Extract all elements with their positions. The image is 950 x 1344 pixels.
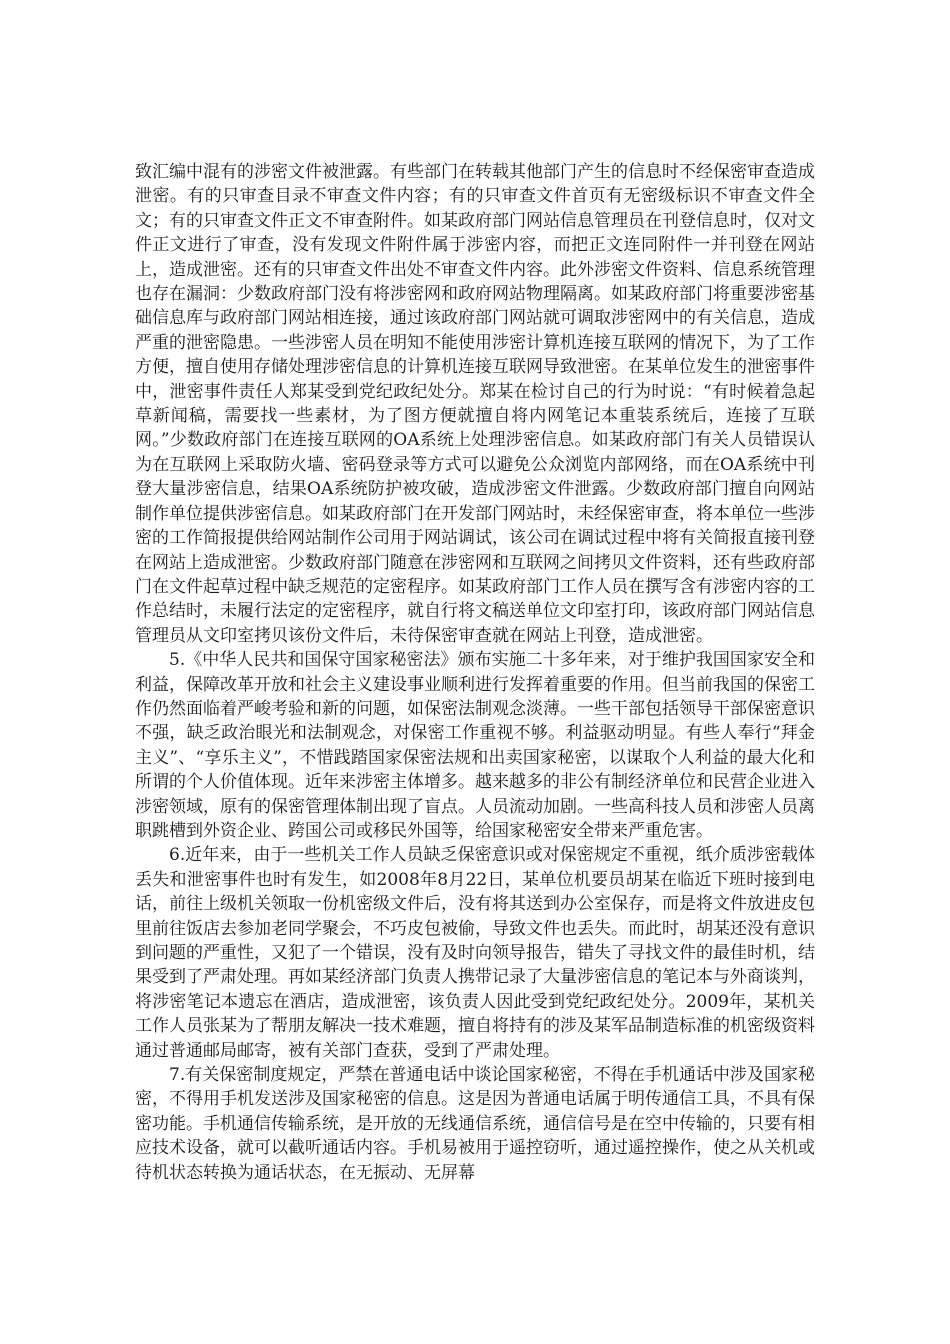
paragraph-item-6: 6.近年来，由于一些机关工作人员缺乏保密意识或对保密规定不重视，纸介质涉密载体丢失和泄密事件也时有发生，如2008年8月22日，某单位机要员胡某在临近下班时接到电话，前往上级机关领取一份机密级文件后，没有将其送到办公室保存，而是将文件放进皮包里前往饭店去参加老同学聚会，不巧皮包被偷，导致文件也丢失。而此时，胡某还没有意识到问题的严重性，又犯了一个错误，没有及时向领导报告，错失了寻找文件的最佳时机，结果受到了严肃处理。再如某经济部门负责人携带记录了大量涉密信息的笔记本与外商谈判，将涉密笔记本遗忘在酒店，造成泄密，该负责人因此受到党纪政纪处分。2009年，某机关工作人员张某为了帮朋友解决一技术难题，擅自将持有的涉及某军品制造标准的机密级资料通过普通邮局邮寄，被有关部门查获，受到了严肃处理。 — [135, 845, 815, 1061]
paragraph-continuation: 致汇编中混有的涉密文件被泄露。有些部门在转载其他部门产生的信息时不经保密审查造成泄密。有的只审查目录不审查文件内容；有的只审查文件首页有无密级标识不审查文件全文；有的只审查文件正文不审查附件。如某政府部门网站信息管理员在刊登信息时，仅对文件正文进行了审查，没有发现文件附件属于涉密内容，而把正文连同附件一并刊登在网站上，造成泄密。还有的只审查文件出处不审查文件内容。此外涉密文件资料、信息系统管理也存在漏洞：少数政府部门没有将涉密网和政府网站物理隔离。如某政府部门将重要涉密基础信息库与政府部门网站相连接，通过该政府部门网站就可调取涉密网中的有关信息，造成严重的泄密隐患。一些涉密人员在明知不能使用涉密计算机连接互联网的情况下，为了工作方便，擅自使用存储处理涉密信息的计算机连接互联网导致泄密。在某单位发生的泄密事件中，泄密事件责任人郑某受到党纪政纪处分。郑某在检讨自己的行为时说：“有时候着急起草新闻稿，需要找一些素材，为了图方便就擅自将内网笔记本重装系统后，连接了互联网。”少数政府部门在连接互联网的OA系统上处理涉密信息。如某政府部门有关人员错误认为在互联网上采取防火墙、密码登录等方式可以避免公众浏览内部网络，而在OA系统中刊登大量涉密信息，结果OA系统防护被攻破，造成涉密文件泄露。少数政府部门擅自向网站制作单位提供涉密信息。如某政府部门在开发部门网站时，未经保密审查，将本单位一些涉密的工作简报提供给网站制作公司用于网站调试，该公司在调试过程中将有关简报直接刊登在网站上造成泄密。少数政府部门随意在涉密网和互联网之间拷贝文件资料，还有些政府部门在文件起草过程中缺乏规范的定密程序。如某政府部门工作人员在撰写含有涉密内容的工作总结时，未履行法定的定密程序，就自行将文稿送单位文印室打印，该政府部门网站信息管理员从文印室拷贝该份文件后，未待保密审查就在网站上刊登，造成泄密。 — [135, 162, 815, 646]
paragraph-item-7: 7.有关保密制度规定，严禁在普通电话中谈论国家秘密，不得在手机通话中涉及国家秘密，不得用手机发送涉及国家秘密的信息。这是因为普通电话属于明传通信工具，不具有保密功能。手机通信传输系统，是开放的无线通信系统，通信信号是在空中传输的，只要有相应技术设备，就可以截听通话内容。手机易被用于遥控窃听，通过遥控操作，使之从关机或待机状态转换为通话状态，在无振动、无屏幕 — [135, 1065, 815, 1183]
paragraph-item-5: 5.《中华人民共和国保守国家秘密法》颁布实施二十多年来，对于维护我国国家安全和利益，保障改革开放和社会主义建设事业顺利进行发挥着重要的作用。但当前我国的保密工作仍然面临着严峻考验和新的问题，如保密法制观念淡薄。一些干部包括领导干部保密意识不强，缺乏政治眼光和法制观念，对保密工作重视不够。利益驱动明显。有些人奉行“拜金主义”、“享乐主义”，不惜践踏国家保密法规和出卖国家秘密，以谋取个人利益的最大化和所谓的个人价值体现。近年来涉密主体增多。越来越多的非公有制经济单位和民营企业进入涉密领域，原有的保密管理体制出现了盲点。人员流动加剧。一些高科技人员和涉密人员离职跳槽到外资企业、跨国公司或移民外国等，给国家秘密安全带来严重危害。 — [135, 650, 815, 841]
document-page — [135, 160, 815, 1185]
